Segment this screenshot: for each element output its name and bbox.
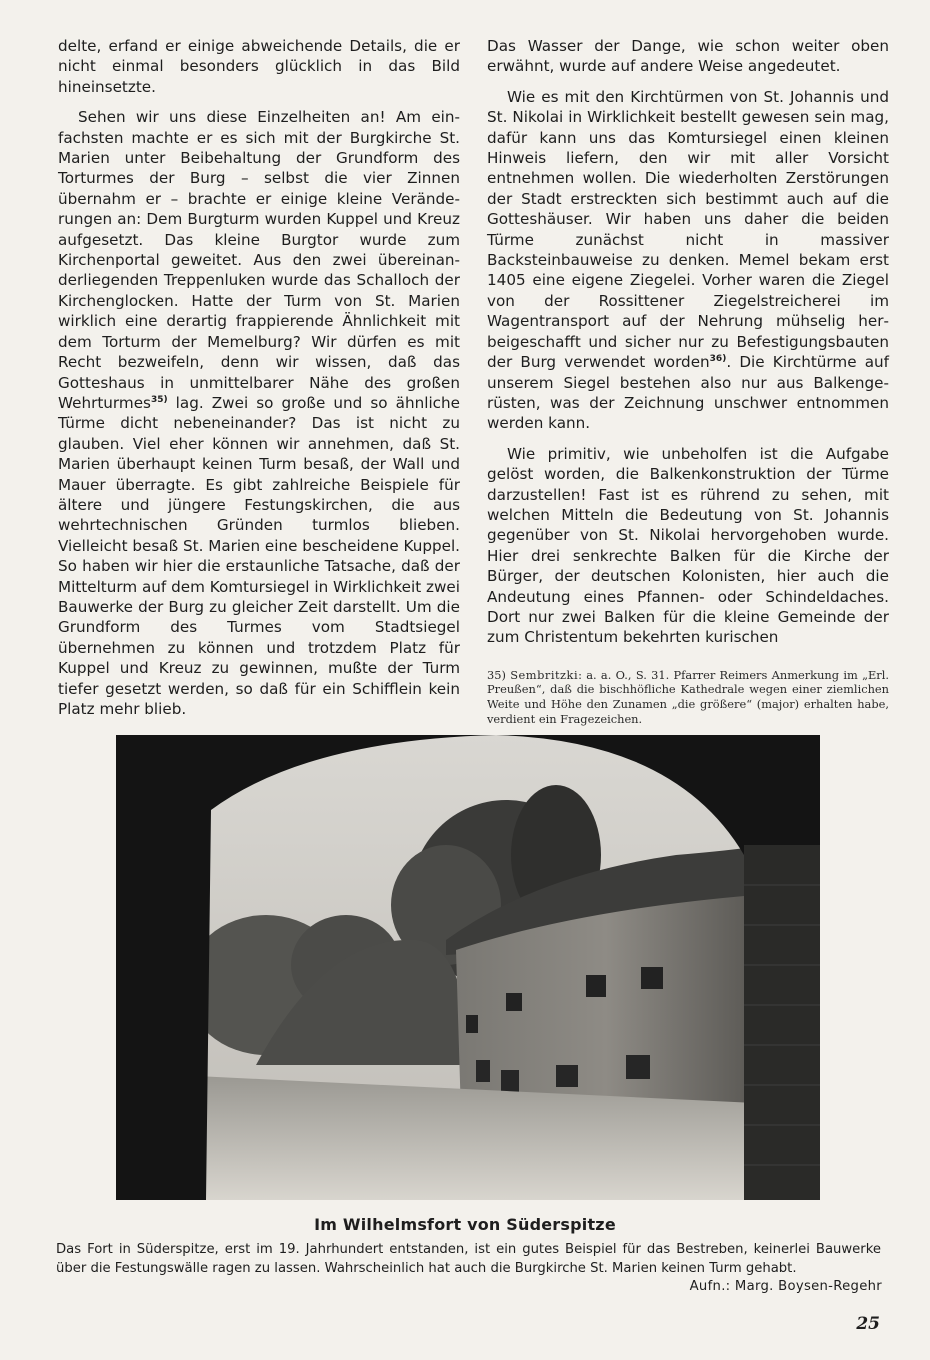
paragraph bbox=[487, 87, 889, 434]
paragraph: delte, erfand er einige abweichende Details, die er nicht einmal besonders glücklich in das Bild hineinsetzte. bbox=[58, 37, 460, 96]
paragraph-text: lag. Zwei so große und so ähnliche Türme dicht nebeneinander? Das ist nicht zu glauben. Viel eher können wir annehmen, daß St. Marien überhaupt keinen Turm besaß, der Wall und Mauer überragte. Es gibt zahlreiche Beispiele für ältere und jüngere Festungskirchen, die aus wehrtechnischen Gründen turmlos blieben. Vielleicht besaß St. Marien eine bescheidene Kuppel. So haben wir hier die erstaunliche Tatsache, daß der Mittelturm auf dem Komtursiegel in Wirklichkeit zwei Bauwerke der Burg zu gleicher Zeit darstellt. Um die Grundform des Turmes vom Stadtsiegel übernehmen zu können und trotzdem Platz für Kuppel und Kreuz zu gewinnen, mußte der Turm tiefer gesetzt werden, so daß für ein Schifflein kein Platz mehr blieb. bbox=[58, 393, 460, 718]
footnote-text: : a. a. O., S. 31. Pfarrer Reimers Anmerkung im „Erl. Preußen“, daß die bischhöfliche Kathedrale wegen einer ziemlichen Weite und Höhe den Zunamen „die größere“ (major) erhalten habe, verdient ein Fragezeichen. bbox=[487, 667, 889, 726]
page-number: 25 bbox=[856, 1314, 880, 1334]
footnote-number: 35) bbox=[487, 667, 511, 682]
footnote-ref[interactable]: 36) bbox=[709, 354, 727, 365]
photo-caption-title: Im Wilhelmsfort von Süderspitze bbox=[314, 1215, 616, 1234]
photo-credit: Aufn.: Marg. Boysen-Regehr bbox=[689, 1279, 882, 1294]
footnote-35 bbox=[487, 668, 889, 726]
fort-photograph bbox=[116, 735, 820, 1200]
left-text-column bbox=[58, 36, 460, 729]
fort-photo-illustration bbox=[116, 735, 820, 1200]
paragraph-text: Wie es mit den Kirchtürmen von St. Johannis und St. Nikolai in Wirklichkeit bestellt gewesen sein mag, dafür kann uns das Komtursiegel einen kleinen Hinweis liefern, den wir mit aller Vorsicht entnehmen wollen. Die wiederholten Zerstörungen der Stadt erstreckten sich bestimmt auch auf die Gotteshäuser. Wir haben uns daher die beiden Türme zunächst nicht in massiver Backsteinbauweise zu denken. Memel bekam erst 1405 eine eigene Ziegelei. Vorher waren die Ziegel von der Rossittener Ziegelstreicherei im Wagentransport auf der Nehrung mühselig herbeigeschafft und sicher nur zu Befestigungsbauten der Burg verwendet worden bbox=[487, 87, 889, 372]
photo-caption-text: Das Fort in Süderspitze, erst im 19. Jahrhundert entstanden, ist ein gutes Beispiel für das Bestreben, keinerlei Bauwerke über die Festungswälle ragen zu lassen. Wahrscheinlich hat auch die Burgkirche St. Marien keinen Turm gehabt. bbox=[56, 1242, 881, 1276]
paragraph bbox=[58, 107, 460, 719]
footnote-ref[interactable]: 35) bbox=[150, 394, 168, 405]
paragraph-text: . Die Kirchtürme auf unserem Siegel bestehen also nur aus Balkengerüsten, was der Zeichnung unschwer entnommen werden kann. bbox=[487, 353, 889, 433]
paragraph: Wie primitiv, wie unbeholfen ist die Aufgabe gelöst worden, die Balkenkonstruktion der Türme darzustellen! Fast ist es rührend zu sehen, mit welchen Mitteln die Bedeutung von St. Johannis gegenüber von St. Nikolai hervorgehoben wurde. Hier drei senkrechte Balken für die Kirche der Bürger, der deutschen Kolonisten, hier auch die Andeutung eines Pfannen- oder Schindeldaches. Dort nur zwei Balken für die kleine Gemeinde der zum Christentum bekehrten kurischen bbox=[487, 444, 889, 647]
footnote-author: Sembritzki bbox=[510, 667, 579, 682]
paragraph: Das Wasser der Dange, wie schon weiter oben erwähnt, wurde auf andere Weise angedeutet. bbox=[487, 37, 889, 76]
right-text-column bbox=[487, 36, 889, 761]
paragraph-text: Sehen wir uns diese Einzelheiten an! Am einfachsten machte er es sich mit der Burgkirche St. Marien unter Beibehaltung der Grundform des Torturmes der Burg – selbst die vier Zinnen übernahm er – brachte er einige kleine Veränderungen an: Dem Burgturm wurden Kuppel und Kreuz aufgesetzt. Das kleine Burgtor wurde zum Kirchenportal geweitet. Aus den zwei übereinanderliegenden Treppenluken wurde das Schalloch der Kirchenglocken. Hatte der Turm von St. Marien wirklich eine derartig frappierende Ähnlichkeit mit dem Torturm der Memelburg? Wir dürfen es mit Recht bezweifeln, denn wir wissen, daß das Gotteshaus in unmittelbarer Nähe des großen Wehrturmes bbox=[58, 108, 460, 412]
